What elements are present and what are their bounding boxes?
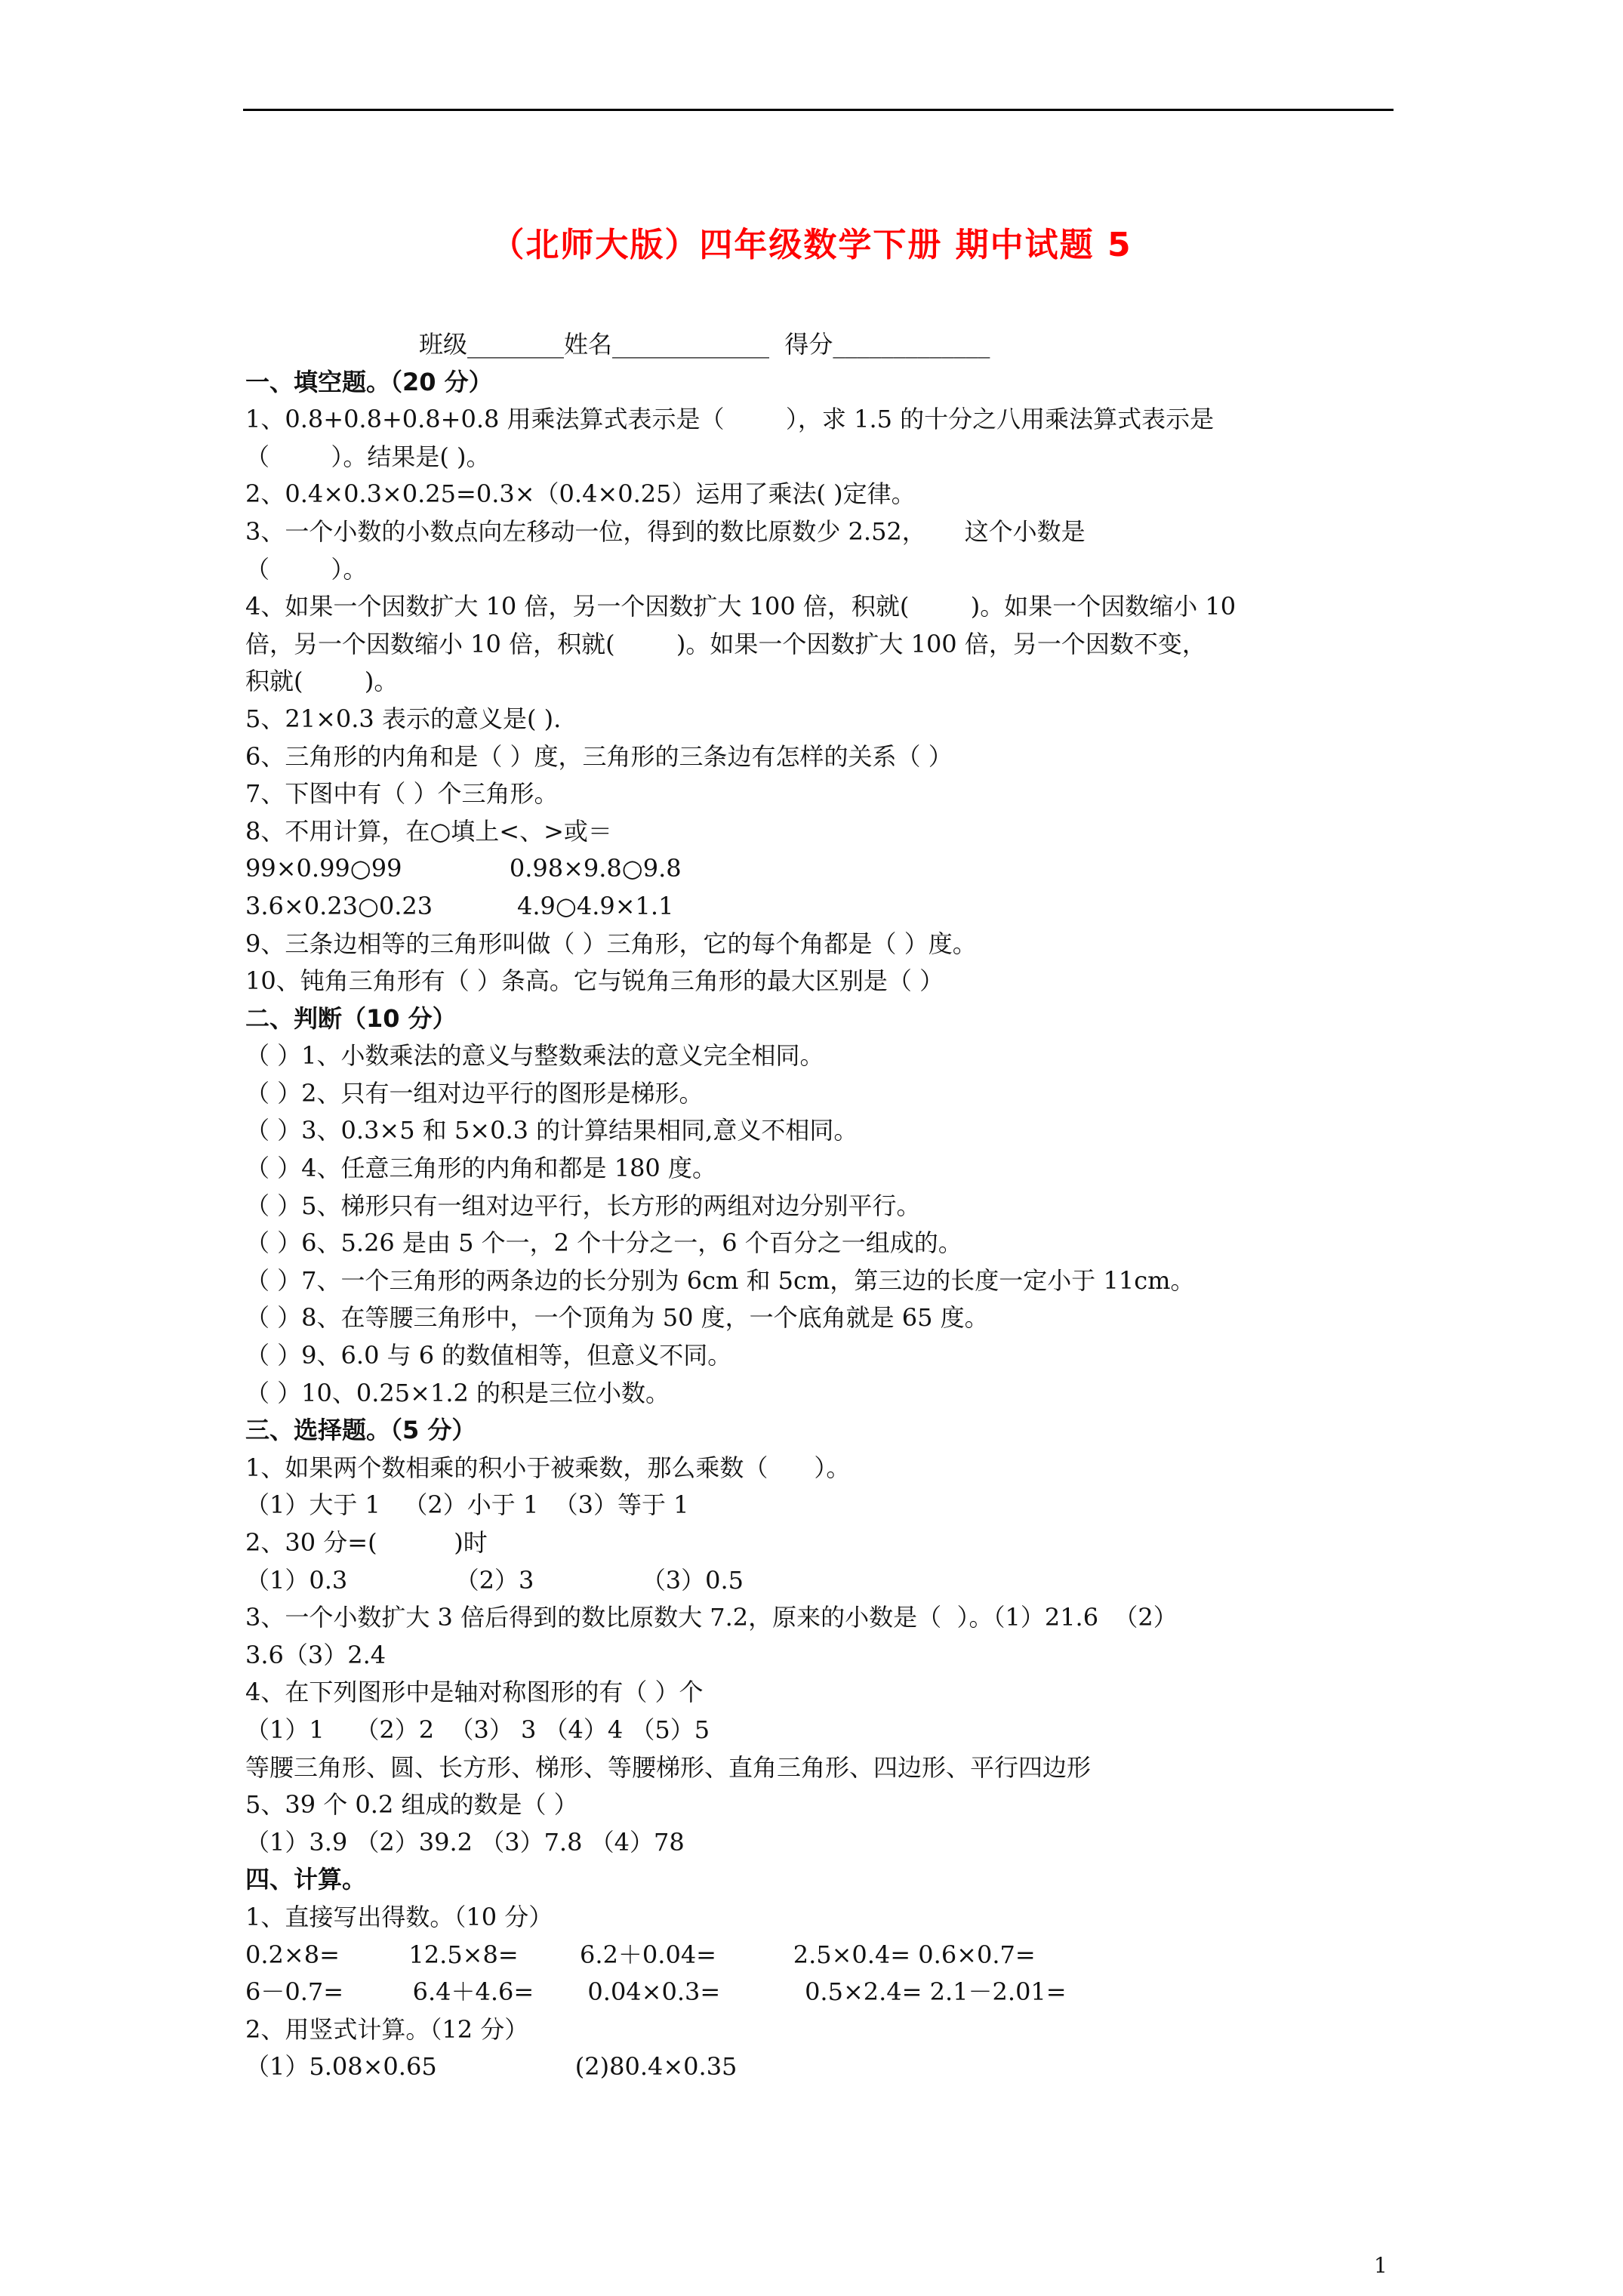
question-line: （ ）7、一个三角形的两条边的长分别为 6cm 和 5cm，第三边的长度一定小于 11cm。 [245, 1265, 1195, 1295]
question-line: 2、用竖式计算。（12 分） [245, 2014, 529, 2044]
question-line: （ ）4、任意三角形的内角和都是 180 度。 [245, 1154, 716, 1183]
question-line: 1、直接写出得数。（10 分） [245, 1902, 553, 1931]
question-line: 9、三条边相等的三角形叫做（ ）三角形，它的每个角都是（ ）度。 [245, 929, 977, 958]
question-line: （ ）5、梯形只有一组对边平行，长方形的两组对边分别平行。 [245, 1191, 921, 1220]
section-heading: 一、填空题。（20 分） [245, 367, 493, 396]
question-line: 7、下图中有（ ）个三角形。 [245, 779, 559, 809]
question-line: 3、一个小数的小数点向左移动一位，得到的数比原数少 2.52， 这个小数是 [245, 516, 1086, 546]
section-heading: 三、选择题。（5 分） [245, 1416, 476, 1445]
question-line: （ ）2、只有一组对边平行的图形是梯形。 [245, 1078, 704, 1108]
section-1 [245, 364, 1423, 1000]
question-line: 积就( )。 [245, 667, 399, 696]
question-line: （ ）6、5.26 是由 5 个一，2 个十分之一，6 个百分之一组成的。 [245, 1228, 962, 1258]
question-line: 3.6（3）2.4 [245, 1640, 387, 1669]
question-line: 5、21×0.3 表示的意义是( ). [245, 704, 562, 733]
exam-content [245, 326, 1423, 2086]
question-line: （1）1 （2）2 （3） 3 （4）4 （5）5 [245, 1715, 710, 1744]
exam-sections [245, 364, 1423, 2086]
question-line: 1、0.8+0.8+0.8+0.8 用乘法算式表示是（ ），求 1.5 的十分之八用乘法算式表示是 [245, 405, 1215, 434]
question-line: 等腰三角形、圆、长方形、梯形、等腰梯形、直角三角形、四边形、平行四边形 [245, 1752, 1092, 1782]
question-line: 3、一个小数扩大 3 倍后得到的数比原数大 7.2，原来的小数是（ ）。（1）21.6 （2） [245, 1603, 1178, 1632]
question-line: 6、三角形的内角和是（ ）度，三角形的三条边有怎样的关系（ ） [245, 741, 953, 771]
question-line: （1）5.08×0.65 (2)80.4×0.35 [245, 2052, 738, 2082]
question-line: 5、39 个 0.2 组成的数是（ ） [245, 1790, 578, 1820]
question-line: 0.2×8= 12.5×8= 6.2＋0.04= 2.5×0.4= 0.6×0.7= [245, 1940, 1036, 1969]
question-line: （1）大于 1 （2）小于 1 （3）等于 1 [245, 1490, 689, 1520]
student-info-line: 班级________姓名_____________ 得分_____________ [419, 330, 990, 359]
question-line: （ ）9、6.0 与 6 的数值相等，但意义不同。 [245, 1341, 732, 1370]
section-heading: 四、计算。 [245, 1865, 367, 1894]
question-line: （ ）。结果是( )。 [245, 442, 491, 471]
section-3 [245, 1412, 1423, 1861]
question-line: 4、在下列图形中是轴对称图形的有（ ）个 [245, 1678, 704, 1707]
page-number: 1 [1374, 2253, 1387, 2278]
section-2 [245, 1000, 1423, 1413]
section-4 [245, 1861, 1423, 2086]
question-line: 2、0.4×0.3×0.25=0.3×（0.4×0.25）运用了乘法( )定律。 [245, 479, 916, 509]
question-line: （ ）10、0.25×1.2 的积是三位小数。 [245, 1378, 670, 1407]
question-line: 99×0.99○99 0.98×9.8○9.8 [245, 854, 682, 883]
question-line: 2、30 分=( )时 [245, 1528, 488, 1557]
question-line: （ ）。 [245, 554, 368, 584]
page-title: （北师大版）四年级数学下册 期中试题 5 [491, 226, 1132, 264]
question-line: （ ）8、在等腰三角形中，一个顶角为 50 度，一个底角就是 65 度。 [245, 1303, 989, 1333]
question-line: 4、如果一个因数扩大 10 倍，另一个因数扩大 100 倍，积就( )。如果一个因数缩小 10 [245, 592, 1236, 621]
question-line: 1、如果两个数相乘的积小于被乘数，那么乘数（ ）。 [245, 1453, 851, 1482]
top-rule [243, 109, 1394, 111]
question-line: 3.6×0.23○0.23 4.9○4.9×1.1 [245, 891, 674, 920]
question-line: （ ）3、0.3×5 和 5×0.3 的计算结果相同,意义不相同。 [245, 1116, 858, 1145]
question-line: （ ）1、小数乘法的意义与整数乘法的意义完全相同。 [245, 1041, 824, 1071]
question-line: 8、不用计算，在○填上<、>或＝ [245, 816, 612, 846]
question-line: （1）0.3 （2）3 （3）0.5 [245, 1565, 744, 1595]
section-heading: 二、判断（10 分） [245, 1003, 457, 1033]
question-line: （1）3.9 （2）39.2 （3）7.8 （4）78 [245, 1827, 685, 1857]
question-line: 倍，另一个因数缩小 10 倍，积就( )。如果一个因数扩大 100 倍，另一个因数不变， [245, 629, 1206, 658]
question-line: 10、钝角三角形有（ ）条高。它与锐角三角形的最大区别是（ ） [245, 966, 944, 996]
question-line: 6－0.7= 6.4＋4.6= 0.04×0.3= 0.5×2.4= 2.1－2.01= [245, 1977, 1067, 2007]
